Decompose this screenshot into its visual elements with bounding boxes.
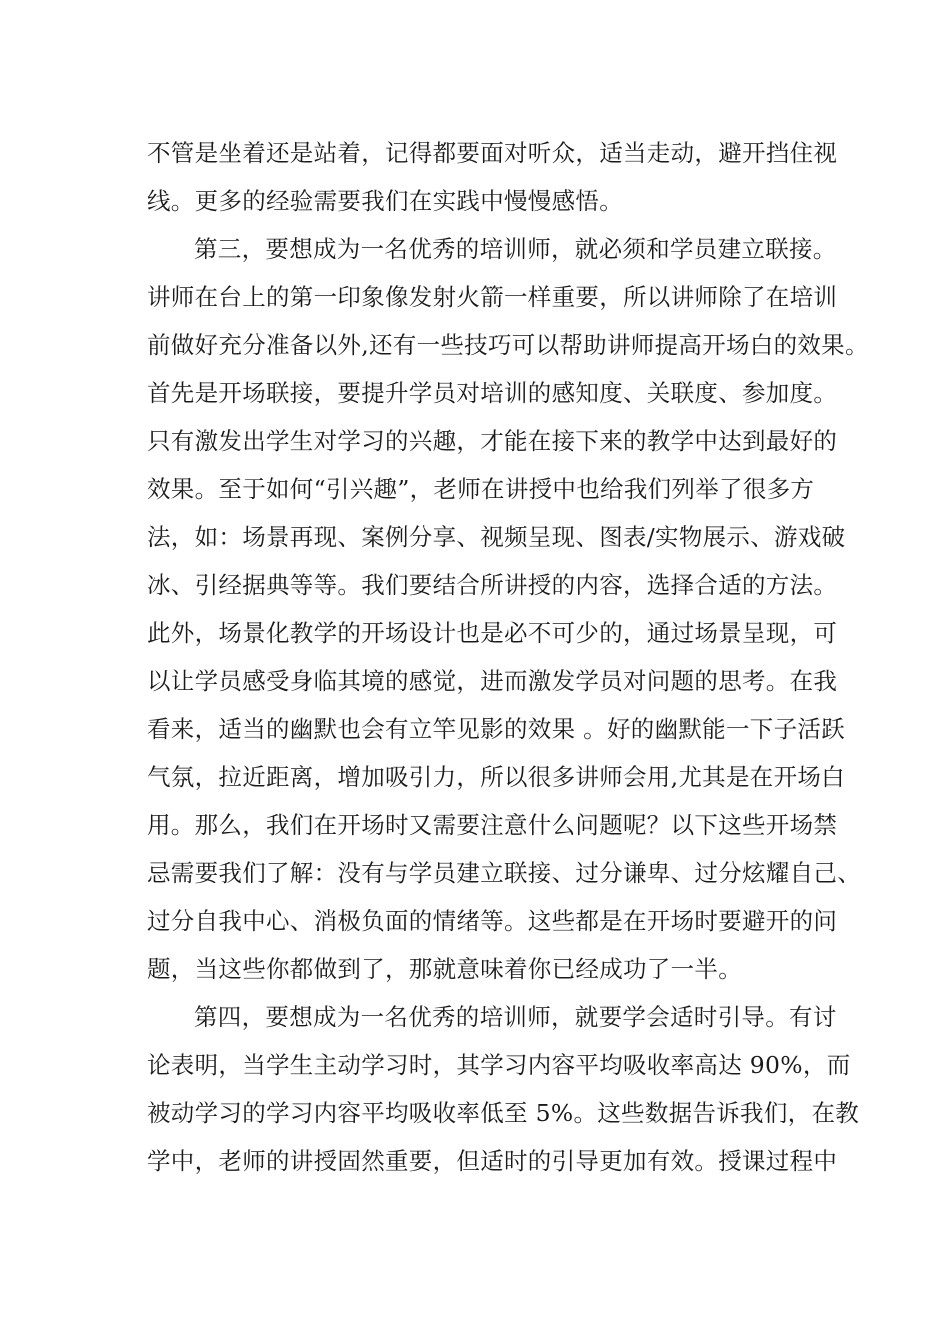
- text-line: 线。更多的经验需要我们在实践中慢慢感悟。: [147, 187, 623, 215]
- text-line: 不管是坐着还是站着，记得都要面对听众，适当走动，避开挡住视: [147, 139, 838, 167]
- text-line: 讲师在台上的第一印象像发射火箭一样重要，所以讲师除了在培训: [147, 283, 838, 311]
- text-line: 题，当这些你都做到了，那就意味着你已经成功了一半。: [147, 955, 742, 983]
- text-line: 气氛，拉近距离，增加吸引力，所以很多讲师会用,尤其是在开场白: [147, 763, 845, 791]
- text-line: 首先是开场联接，要提升学员对培训的感知度、关联度、参加度。: [147, 379, 838, 407]
- text-line: 被动学习的学习内容平均吸收率低至 5%。这些数据告诉我们，在教: [147, 1099, 860, 1127]
- text-line: 论表明，当学生主动学习时，其学习内容平均吸收率高达 90%，而: [147, 1051, 851, 1079]
- text-line: 用。那么，我们在开场时又需要注意什么问题呢？以下这些开场禁: [147, 811, 838, 839]
- text-line: 以让学员感受身临其境的感觉，进而激发学员对问题的思考。在我: [147, 667, 838, 695]
- text-line: 学中，老师的讲授固然重要，但适时的引导更加有效。授课过程中: [147, 1147, 838, 1175]
- paragraph-start-line: 第三，要想成为一名优秀的培训师，就必须和学员建立联接。: [194, 235, 837, 263]
- text-line: 冰、引经据典等等。我们要结合所讲授的内容，选择合适的方法。: [147, 571, 838, 599]
- text-line: 看来，适当的幽默也会有立竿见影的效果 。好的幽默能一下子活跃: [147, 715, 845, 743]
- text-line: 过分自我中心、消极负面的情绪等。这些都是在开场时要避开的问: [147, 907, 838, 935]
- text-line: 此外，场景化教学的开场设计也是必不可少的，通过场景呈现，可: [147, 619, 838, 647]
- text-line: 效果。至于如何“引兴趣”，老师在讲授中也给我们列举了很多方: [147, 475, 815, 503]
- paragraph-start-line: 第四，要想成为一名优秀的培训师，就要学会适时引导。有讨: [194, 1003, 837, 1031]
- text-line: 前做好充分准备以外,还有一些技巧可以帮助讲师提高开场白的效果。: [147, 331, 869, 359]
- text-line: 只有激发出学生对学习的兴趣，才能在接下来的教学中达到最好的: [147, 427, 838, 455]
- text-line: 法，如：场景再现、案例分享、视频呈现、图表/实物展示、游戏破: [147, 523, 846, 551]
- text-line: 忌需要我们了解：没有与学员建立联接、过分谦卑、过分炫耀自己、: [147, 859, 861, 887]
